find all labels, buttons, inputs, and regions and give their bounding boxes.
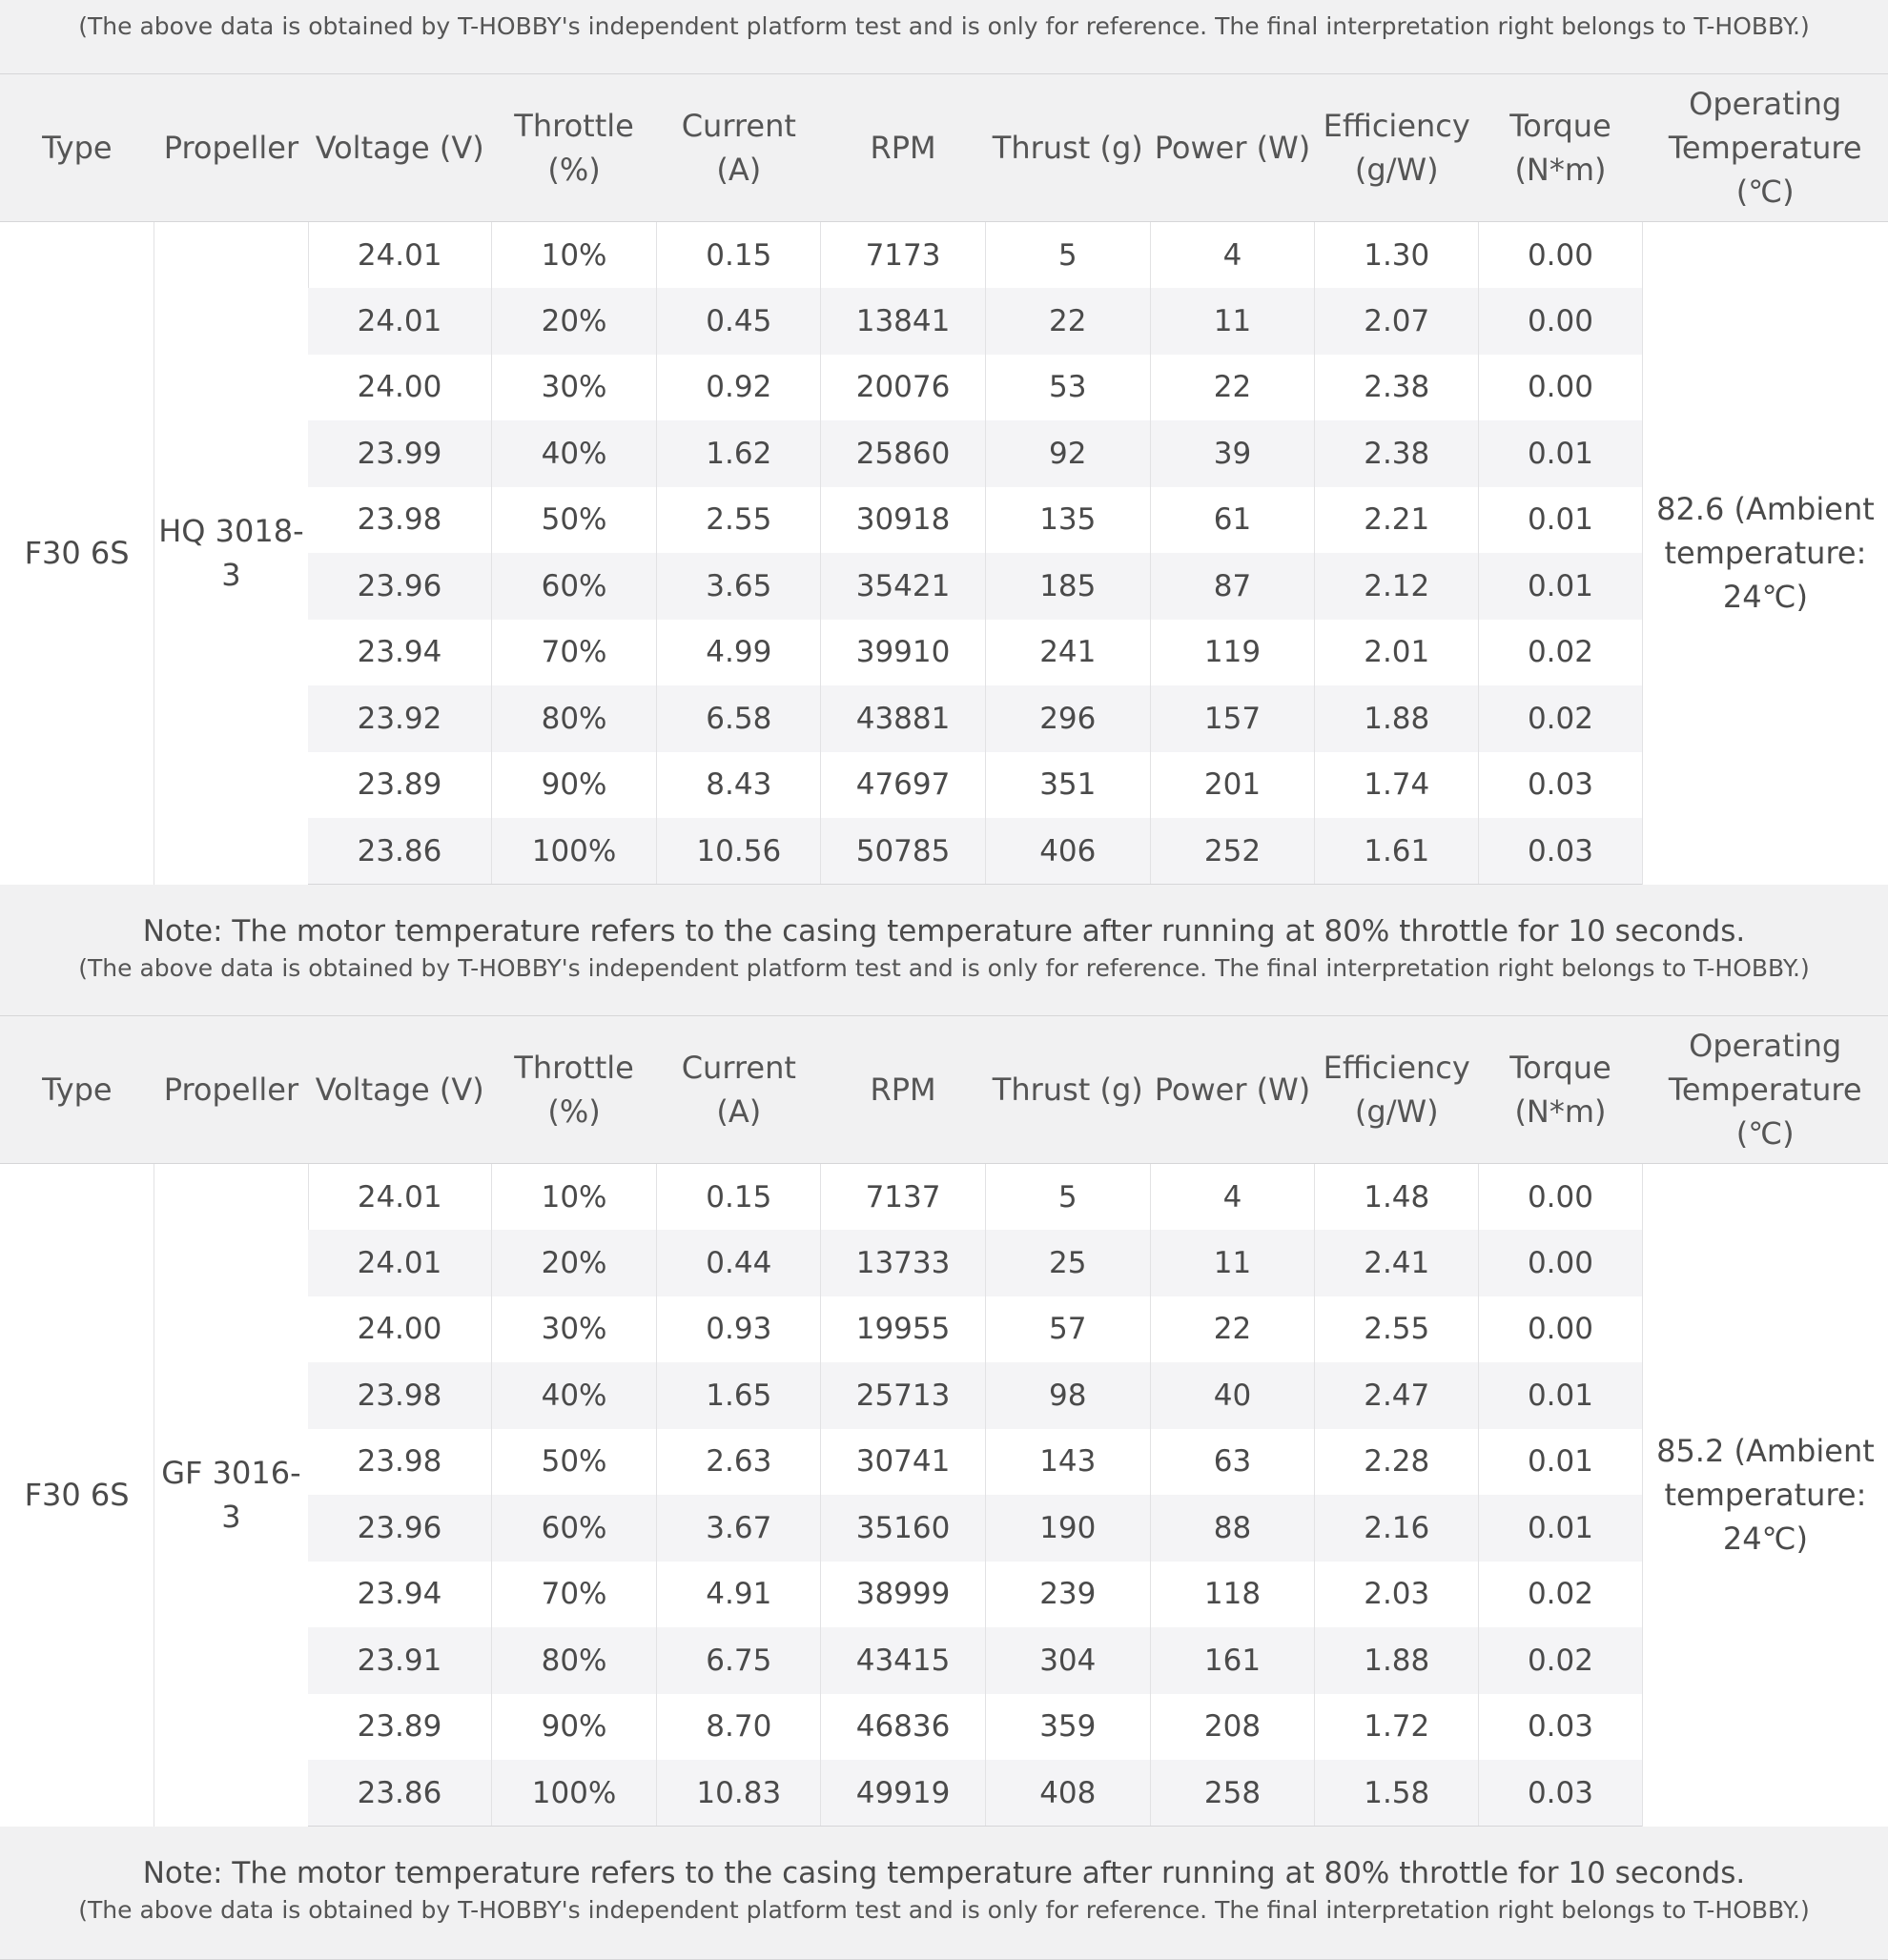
throttle-cell: 20% (491, 288, 657, 355)
column-header-torque: Torque (N*m) (1479, 74, 1643, 222)
throttle-cell: 40% (491, 420, 657, 487)
torque-cell: 0.01 (1479, 420, 1643, 487)
disclaimer-note: (The above data is obtained by T-HOBBY's independent platform test and is only for reference. The final interpretation right belongs to T-HOBBY.) (78, 954, 1810, 982)
rpm-cell: 13841 (821, 288, 986, 355)
thrust-cell: 239 (985, 1562, 1150, 1628)
thrust-cell: 5 (985, 222, 1150, 289)
efficiency-cell: 2.03 (1315, 1562, 1479, 1628)
efficiency-cell: 2.07 (1315, 288, 1479, 355)
voltage-cell: 23.96 (308, 1495, 491, 1562)
efficiency-cell: 2.47 (1315, 1362, 1479, 1429)
torque-cell: 0.00 (1479, 288, 1643, 355)
thrust-cell: 359 (985, 1694, 1150, 1761)
operating-temperature-cell: 82.6 (Ambient temperature: 24℃) (1642, 222, 1888, 885)
voltage-cell: 23.98 (357, 1444, 442, 1480)
current-cell: 0.15 (657, 1164, 821, 1231)
thrust-cell: 351 (985, 752, 1150, 819)
torque-cell: 0.01 (1479, 553, 1643, 620)
thrust-cell: 92 (985, 420, 1150, 487)
torque-cell: 0.01 (1479, 1429, 1643, 1496)
rpm-cell: 43881 (821, 685, 986, 752)
throttle-cell: 90% (491, 1694, 657, 1761)
current-cell: 0.45 (657, 288, 821, 355)
column-header-throttle: Throttle (%) (491, 1016, 657, 1164)
voltage-cell: 24.01 (308, 222, 491, 289)
power-cell: 88 (1150, 1495, 1315, 1562)
current-cell: 10.56 (657, 818, 821, 885)
performance-table (0, 1015, 1888, 1827)
torque-cell: 0.03 (1479, 752, 1643, 819)
torque-cell: 0.02 (1479, 1627, 1643, 1694)
voltage-cell: 23.98 (357, 502, 442, 538)
table-note (0, 885, 1888, 1018)
thrust-cell: 22 (985, 288, 1150, 355)
torque-cell: 0.00 (1479, 1296, 1643, 1363)
voltage-cell: 24.01 (308, 1164, 491, 1231)
propeller-cell: HQ 3018-3 (154, 222, 309, 885)
column-header-voltage: Voltage (V) (308, 74, 491, 222)
voltage-cell: 23.86 (308, 1760, 491, 1827)
throttle-cell: 20% (491, 1230, 657, 1296)
thrust-cell: 406 (985, 818, 1150, 885)
voltage-cell: 23.99 (308, 420, 491, 487)
throttle-cell: 10% (491, 222, 657, 289)
torque-cell: 0.00 (1479, 1230, 1643, 1296)
throttle-cell: 60% (491, 553, 657, 620)
temperature-note: Note: The motor temperature refers to the casing temperature after running at 80% throttle for 10 seconds. (142, 914, 1746, 949)
power-cell: 63 (1150, 1429, 1315, 1496)
rpm-cell: 13733 (821, 1230, 986, 1296)
motor-type-cell: F30 6S (0, 1164, 154, 1827)
current-cell: 0.92 (657, 355, 821, 421)
torque-cell: 0.02 (1479, 1562, 1643, 1628)
column-header-efficiency: Efficiency (g/W) (1315, 1016, 1479, 1164)
efficiency-cell: 2.01 (1315, 620, 1479, 686)
efficiency-cell: 1.88 (1315, 685, 1479, 752)
voltage-cell: 23.89 (357, 767, 442, 803)
power-cell: 22 (1150, 1296, 1315, 1363)
throttle-cell: 90% (491, 752, 657, 819)
thrust-cell: 185 (985, 553, 1150, 620)
current-cell: 2.55 (657, 487, 821, 554)
current-cell: 2.63 (657, 1429, 821, 1496)
propeller-cell: GF 3016-3 (154, 1164, 309, 1827)
column-header-power: Power (W) (1150, 74, 1315, 222)
throttle-cell: 60% (491, 1495, 657, 1562)
rpm-cell: 25713 (821, 1362, 986, 1429)
current-cell: 0.93 (657, 1296, 821, 1363)
power-cell: 39 (1150, 420, 1315, 487)
thrust-cell: 190 (985, 1495, 1150, 1562)
power-cell: 201 (1150, 752, 1315, 819)
voltage-cell: 23.91 (308, 1627, 491, 1694)
current-cell: 1.62 (657, 420, 821, 487)
efficiency-cell: 2.41 (1315, 1230, 1479, 1296)
column-header-thrust: Thrust (g) (985, 74, 1150, 222)
power-cell: 208 (1150, 1694, 1315, 1761)
thrust-cell: 408 (985, 1760, 1150, 1827)
thrust-cell: 241 (985, 620, 1150, 686)
efficiency-cell: 1.88 (1315, 1627, 1479, 1694)
throttle-cell: 80% (491, 1627, 657, 1694)
efficiency-cell: 1.58 (1315, 1760, 1479, 1827)
thrust-cell: 98 (985, 1362, 1150, 1429)
throttle-cell: 80% (491, 685, 657, 752)
thrust-cell: 143 (985, 1429, 1150, 1496)
column-header-temperature: Operating Temperature (℃) (1642, 1016, 1888, 1164)
current-cell: 8.43 (657, 752, 821, 819)
column-header-thrust: Thrust (g) (985, 1016, 1150, 1164)
efficiency-cell: 2.16 (1315, 1495, 1479, 1562)
power-cell: 4 (1150, 222, 1315, 289)
efficiency-cell: 2.38 (1315, 420, 1479, 487)
throttle-cell: 30% (491, 355, 657, 421)
table-note (0, 1827, 1888, 1960)
rpm-cell: 7137 (821, 1164, 986, 1231)
throttle-cell: 100% (491, 1760, 657, 1827)
current-cell: 3.67 (657, 1495, 821, 1562)
column-header-type: Type (0, 1016, 154, 1164)
column-header-voltage: Voltage (V) (308, 1016, 491, 1164)
voltage-cell: 23.94 (357, 1577, 442, 1612)
column-header-current: Current (A) (657, 74, 821, 222)
throttle-cell: 10% (491, 1164, 657, 1231)
throttle-cell: 50% (491, 1429, 657, 1496)
current-cell: 4.99 (657, 620, 821, 686)
performance-table (0, 73, 1888, 885)
thrust-cell: 57 (985, 1296, 1150, 1363)
torque-cell: 0.03 (1479, 1694, 1643, 1761)
rpm-cell: 25860 (821, 420, 986, 487)
current-cell: 4.91 (657, 1562, 821, 1628)
throttle-cell: 100% (491, 818, 657, 885)
current-cell: 1.65 (657, 1362, 821, 1429)
rpm-cell: 43415 (821, 1627, 986, 1694)
efficiency-cell: 1.48 (1315, 1164, 1479, 1231)
torque-cell: 0.03 (1479, 1760, 1643, 1827)
rpm-cell: 35160 (821, 1495, 986, 1562)
voltage-cell: 23.86 (308, 818, 491, 885)
power-cell: 22 (1150, 355, 1315, 421)
rpm-cell: 7173 (821, 222, 986, 289)
torque-cell: 0.00 (1479, 222, 1643, 289)
efficiency-cell: 2.55 (1315, 1296, 1479, 1363)
rpm-cell: 49919 (821, 1760, 986, 1827)
rpm-cell: 46836 (821, 1694, 986, 1761)
rpm-cell: 20076 (821, 355, 986, 421)
torque-cell: 0.02 (1479, 620, 1643, 686)
column-header-current: Current (A) (657, 1016, 821, 1164)
rpm-cell: 19955 (821, 1296, 986, 1363)
voltage-cell: 24.01 (308, 1230, 491, 1296)
column-header-type: Type (0, 74, 154, 222)
voltage-cell: 23.98 (308, 1362, 491, 1429)
column-header-temperature: Operating Temperature (℃) (1642, 74, 1888, 222)
current-cell: 6.75 (657, 1627, 821, 1694)
power-cell: 4 (1150, 1164, 1315, 1231)
throttle-cell: 70% (491, 1562, 657, 1628)
thrust-cell: 53 (985, 355, 1150, 421)
rpm-cell: 38999 (821, 1562, 986, 1628)
throttle-cell: 40% (491, 1362, 657, 1429)
torque-cell: 0.00 (1479, 355, 1643, 421)
column-header-efficiency: Efficiency (g/W) (1315, 74, 1479, 222)
rpm-cell: 39910 (821, 620, 986, 686)
current-cell: 0.15 (657, 222, 821, 289)
efficiency-cell: 2.12 (1315, 553, 1479, 620)
column-header-power: Power (W) (1150, 1016, 1315, 1164)
motor-type-cell: F30 6S (0, 222, 154, 885)
thrust-cell: 25 (985, 1230, 1150, 1296)
power-cell: 118 (1150, 1562, 1315, 1628)
efficiency-cell: 1.74 (1315, 752, 1479, 819)
column-header-torque: Torque (N*m) (1479, 1016, 1643, 1164)
current-cell: 3.65 (657, 553, 821, 620)
voltage-cell: 23.92 (308, 685, 491, 752)
power-cell: 157 (1150, 685, 1315, 752)
torque-cell: 0.02 (1479, 685, 1643, 752)
voltage-cell: 24.00 (357, 370, 442, 405)
column-header-rpm: RPM (821, 74, 986, 222)
efficiency-cell: 2.21 (1315, 487, 1479, 554)
efficiency-cell: 1.30 (1315, 222, 1479, 289)
thrust-cell: 5 (985, 1164, 1150, 1231)
thrust-cell: 304 (985, 1627, 1150, 1694)
current-cell: 0.44 (657, 1230, 821, 1296)
power-cell: 252 (1150, 818, 1315, 885)
performance-block-2 (0, 1015, 1888, 1960)
rpm-cell: 47697 (821, 752, 986, 819)
power-cell: 11 (1150, 288, 1315, 355)
torque-cell: 0.01 (1479, 487, 1643, 554)
top-disclaimer: (The above data is obtained by T-HOBBY's independent platform test and is only for reference. The final interpretation right belongs to T-HOBBY.) (0, 0, 1888, 74)
disclaimer-note: (The above data is obtained by T-HOBBY's independent platform test and is only for reference. The final interpretation right belongs to T-HOBBY.) (78, 1896, 1810, 1924)
throttle-cell: 50% (491, 487, 657, 554)
efficiency-cell: 1.72 (1315, 1694, 1479, 1761)
rpm-cell: 30918 (821, 487, 986, 554)
efficiency-cell: 1.61 (1315, 818, 1479, 885)
current-cell: 10.83 (657, 1760, 821, 1827)
voltage-cell: 24.01 (308, 288, 491, 355)
power-cell: 119 (1150, 620, 1315, 686)
voltage-cell: 23.89 (357, 1709, 442, 1745)
column-header-rpm: RPM (821, 1016, 986, 1164)
temperature-note: Note: The motor temperature refers to the casing temperature after running at 80% throttle for 10 seconds. (142, 1856, 1746, 1890)
throttle-cell: 30% (491, 1296, 657, 1363)
throttle-cell: 70% (491, 620, 657, 686)
efficiency-cell: 2.38 (1315, 355, 1479, 421)
voltage-cell: 23.94 (357, 635, 442, 670)
torque-cell: 0.01 (1479, 1362, 1643, 1429)
voltage-cell: 23.96 (308, 553, 491, 620)
table-row (0, 1164, 1888, 1231)
power-cell: 61 (1150, 487, 1315, 554)
thrust-cell: 296 (985, 685, 1150, 752)
performance-block-1 (0, 73, 1888, 1018)
power-cell: 161 (1150, 1627, 1315, 1694)
power-cell: 40 (1150, 1362, 1315, 1429)
efficiency-cell: 2.28 (1315, 1429, 1479, 1496)
thrust-cell: 135 (985, 487, 1150, 554)
operating-temperature-cell: 85.2 (Ambient temperature: 24℃) (1642, 1164, 1888, 1827)
rpm-cell: 30741 (821, 1429, 986, 1496)
current-cell: 6.58 (657, 685, 821, 752)
table-row (0, 222, 1888, 289)
column-header-propeller: Propeller (154, 1016, 309, 1164)
torque-cell: 0.01 (1479, 1495, 1643, 1562)
power-cell: 87 (1150, 553, 1315, 620)
rpm-cell: 50785 (821, 818, 986, 885)
torque-cell: 0.00 (1479, 1164, 1643, 1231)
column-header-propeller: Propeller (154, 74, 309, 222)
column-header-throttle: Throttle (%) (491, 74, 657, 222)
power-cell: 258 (1150, 1760, 1315, 1827)
voltage-cell: 24.00 (357, 1312, 442, 1347)
power-cell: 11 (1150, 1230, 1315, 1296)
rpm-cell: 35421 (821, 553, 986, 620)
current-cell: 8.70 (657, 1694, 821, 1761)
torque-cell: 0.03 (1479, 818, 1643, 885)
